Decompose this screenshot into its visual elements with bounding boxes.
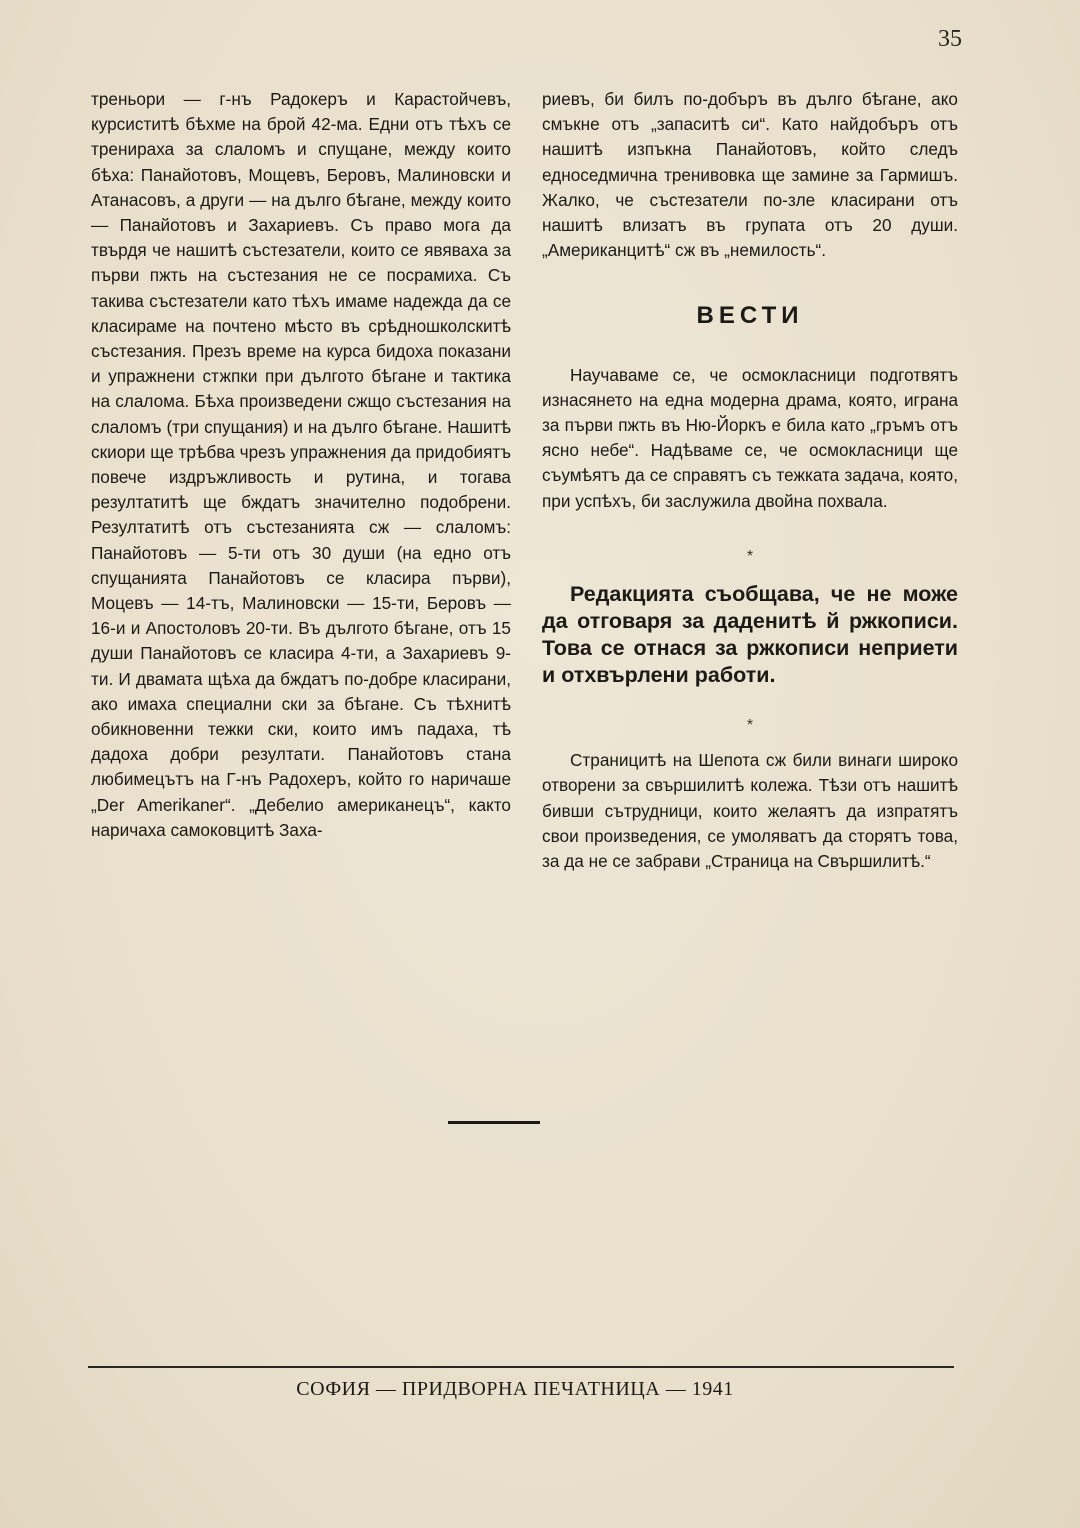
asterisk-separator: * — [746, 547, 754, 565]
news-paragraph: Научаваме се, че осмокласници подготвятъ изнасянето на една модерна драма, която, играна за първи пжть въ Ню-Йоркъ е била като „гръмъ отъ ясно небе“. Надѣваме се, че осмокласници ще съумѣятъ да се справятъ съ тежката задача, която, при успѣхъ, би заслужила двойна похвала. — [542, 364, 958, 511]
article-text-left: треньори — г-нъ Радокеръ и Карастойчевъ, курсиститѣ бѣхме на брой 42-ма. Едни отъ тѣхъ се тренираха за слаломъ и спущане, между които бѣха: Панайотовъ, Мощевъ, Беровъ, Малиновски и Атанасовъ, а други — на дълго бѣгане, между които — Панайотовъ и Захариевъ. Съ право мога да твърдя че нашитѣ състезатели, които се явяваха за първи пжть на състезания не се посрамиха. Съ такива състезатели като тѣхъ имаме надежда да се класираме на почтено мѣсто въ срѣдношколскитѣ състезания. Презъ време на курса бидоха показани и упражнени стжпки при дългото бѣгане и тактика на слалома. Бѣха произведени сжщо състезания на слаломъ (три спущания) и на дълго бѣгане. Нашитѣ скиори ще трѣбва чрезъ упражнения да придобиятъ повече издръжливость и рутина, и тогава резултатитѣ ще бждатъ значително подобрени. Резултатитѣ отъ състезанията сж — слаломъ: Панайотовъ — 5-ти отъ 30 души (на едно отъ спущанията Панайотовъ се класира първи), Моцевъ — 14-тъ, Малиновски — 15-ти, Беровъ — 16-и и Апостоловъ 20-ти. Въ дългото бѣгане, отъ 15 души Панайотовъ се класира 4-ти, а Захариевъ 9-ти. И двамата щѣха да бждатъ по-добре класирани, ако имаха специални ски за бѣгане. Съ тѣхнитѣ обикновенни тежки ски, които имъ падаха, тѣ дадоха добри резултати. Панайотовъ стана любимецътъ на Г-нъ Радохеръ, който го наричаше „Der Amerikaner“. „Дебелио американецъ“, както наричаха самоковцитѣ Заха- — [91, 89, 511, 840]
left-column — [91, 87, 511, 843]
footer-rule — [88, 1366, 954, 1368]
editorial-notice: Редакцията съобщава, че не може да отговаря за даденитѣ й ржкописи. Това се отнася за ржкописи неприети и отхвърлени работи. — [542, 582, 958, 688]
article-text-continuation: риевъ, би билъ по-добъръ въ дълго бѣгане, ако смъкне отъ „запаситѣ си“. Като найдобъръ отъ нашитѣ изпъкна Панайотовъ, който следъ едноседмична тренивовка ще замине за Гармишъ. Жалко, че състезатели по-зле класирани отъ нашитѣ влизатъ въ групата отъ 20 души. „Американцитѣ“ сж въ „немилость“. — [542, 89, 958, 261]
page-number: 35 — [938, 26, 962, 52]
news-section-title: ВЕСТИ — [696, 302, 804, 330]
right-column — [542, 87, 958, 874]
end-rule — [448, 1121, 540, 1124]
closing-paragraph: Страницитѣ на Шепота сж били винаги широко отворени за свършилитѣ колежа. Тѣзи отъ нашитѣ бивши сътрудници, които желаятъ да изпратятъ свои произведения, се умоляватъ да сторятъ това, за да не се забрави „Страница на Свършилитѣ.“ — [542, 750, 958, 872]
asterisk-separator: * — [746, 717, 754, 735]
printer-imprint: СОФИЯ — ПРИДВОРНА ПЕЧАТНИЦА — 1941 — [296, 1378, 734, 1400]
